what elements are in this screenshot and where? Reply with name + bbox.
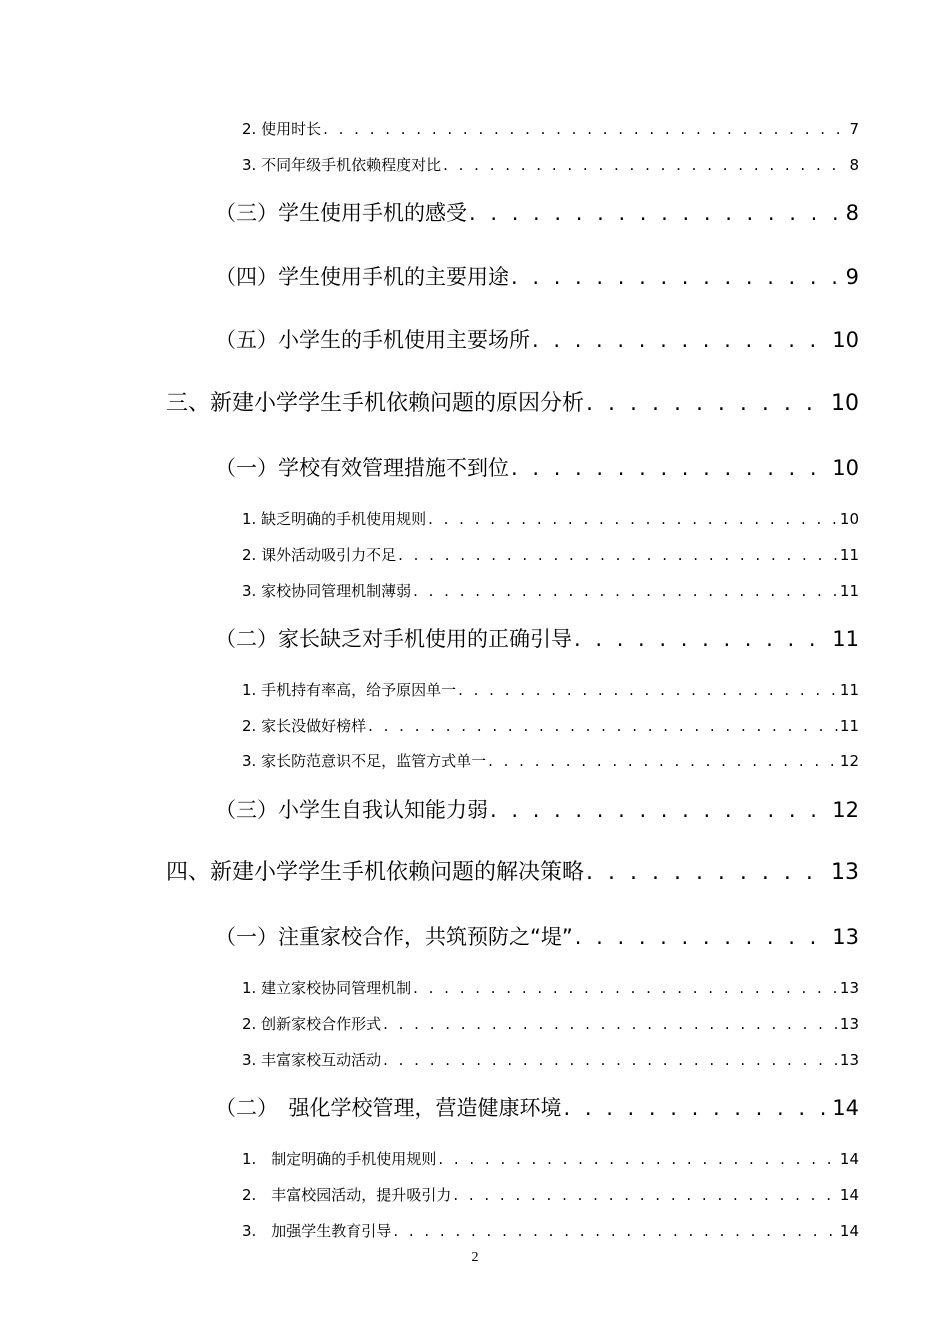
toc-entry-page: 10 xyxy=(832,328,859,352)
toc-leader-dots xyxy=(574,629,830,650)
toc-entry-page: 12 xyxy=(839,752,859,770)
toc-entry[interactable] xyxy=(242,754,859,769)
toc-entry-title: 1. 手机持有率高，给予原因单一 xyxy=(242,681,457,699)
toc-leader-dots xyxy=(413,584,838,599)
toc-entry-title: （三）学生使用手机的感受 xyxy=(215,201,467,225)
toc-leader-dots xyxy=(323,122,847,137)
toc-leader-dots xyxy=(586,862,829,884)
toc-leader-dots xyxy=(383,1017,838,1032)
toc-entry[interactable] xyxy=(215,1098,859,1119)
toc-entry-title: （二）家长缺乏对手机使用的正确引导 xyxy=(215,627,572,651)
toc-entry-title: 1. 建立家校协同管理机制 xyxy=(242,979,412,997)
toc-entry[interactable] xyxy=(242,1188,859,1203)
toc-entry-page: 14 xyxy=(832,1096,859,1120)
toc-entry[interactable] xyxy=(242,158,859,173)
toc-entry[interactable] xyxy=(215,330,859,351)
toc-entry-page: 11 xyxy=(839,582,859,600)
toc-leader-dots xyxy=(564,1098,831,1119)
toc-entry-title: （一）学校有效管理措施不到位 xyxy=(215,456,509,480)
toc-entry[interactable] xyxy=(215,629,859,650)
toc-leader-dots xyxy=(458,683,838,698)
toc-entry-title: 3. 家长防范意识不足，监管方式单一 xyxy=(242,752,487,770)
toc-leader-dots xyxy=(398,548,838,563)
toc-entry[interactable] xyxy=(242,981,859,996)
toc-entry[interactable] xyxy=(242,512,859,527)
toc-leader-dots xyxy=(383,1053,838,1068)
toc-leader-dots xyxy=(469,203,844,224)
toc-leader-dots xyxy=(393,1224,838,1239)
toc-leader-dots xyxy=(368,719,838,734)
toc-entry[interactable] xyxy=(242,122,859,137)
toc-entry-page: 10 xyxy=(832,456,859,480)
toc-entry[interactable] xyxy=(242,1224,859,1239)
toc-entry-page: 8 xyxy=(845,201,859,225)
toc-entry[interactable] xyxy=(215,458,859,479)
toc-entry[interactable] xyxy=(242,1053,859,1068)
page-number: 2 xyxy=(471,1250,479,1265)
toc-entry[interactable] xyxy=(242,1017,859,1032)
toc-entry[interactable] xyxy=(166,393,859,415)
toc-entry-page: 14 xyxy=(839,1222,859,1240)
toc-entry-title: （一）注重家校合作，共筑预防之“堤” xyxy=(215,925,573,949)
toc-leader-dots xyxy=(532,330,830,351)
toc-entry-title: 2. 课外活动吸引力不足 xyxy=(242,546,397,564)
toc-entry-page: 11 xyxy=(839,681,859,699)
toc-entry-title: （三）小学生自我认知能力弱 xyxy=(215,798,488,822)
toc-entry-page: 13 xyxy=(839,979,859,997)
toc-entry-title: 三、新建小学学生手机依赖问题的原因分析 xyxy=(166,391,585,416)
toc-entry-page: 11 xyxy=(839,717,859,735)
toc-entry[interactable] xyxy=(215,203,859,224)
toc-entry-title: 2. 丰富校园活动，提升吸引力 xyxy=(242,1186,452,1204)
toc-leader-dots xyxy=(428,512,838,527)
toc-entry[interactable] xyxy=(242,584,859,599)
toc-leader-dots xyxy=(490,800,830,821)
toc-entry-title: 1. 缺乏明确的手机使用规则 xyxy=(242,510,427,528)
toc-entry[interactable] xyxy=(215,800,859,821)
toc-entry[interactable] xyxy=(166,862,859,884)
toc-entry-title: 1. 制定明确的手机使用规则 xyxy=(242,1150,437,1168)
toc-leader-dots xyxy=(511,458,830,479)
toc-entry-page: 11 xyxy=(839,546,859,564)
toc-entry-title: 3. 家校协同管理机制薄弱 xyxy=(242,582,412,600)
toc-entry-page: 13 xyxy=(832,925,859,949)
toc-entry[interactable] xyxy=(242,719,859,734)
toc-leader-dots xyxy=(488,754,838,769)
toc-leader-dots xyxy=(453,1188,838,1203)
toc-entry-page: 7 xyxy=(849,120,859,138)
toc-entry[interactable] xyxy=(215,267,859,288)
toc-entry-page: 13 xyxy=(839,1051,859,1069)
toc-entry-page: 8 xyxy=(849,156,859,174)
toc-leader-dots xyxy=(443,158,847,173)
toc-entry-page: 10 xyxy=(839,510,859,528)
toc-leader-dots xyxy=(586,393,829,415)
toc-entry[interactable] xyxy=(242,683,859,698)
toc-leader-dots xyxy=(413,981,838,996)
toc-leader-dots xyxy=(575,927,831,948)
toc-entry-page: 10 xyxy=(831,391,859,416)
toc-leader-dots xyxy=(438,1152,838,1167)
toc-entry-title: （五）小学生的手机使用主要场所 xyxy=(215,328,530,352)
toc-entry-title: 2. 家长没做好榜样 xyxy=(242,717,367,735)
toc-entry-page: 9 xyxy=(845,265,859,289)
toc-entry-title: 3. 不同年级手机依赖程度对比 xyxy=(242,156,442,174)
toc-entry-page: 13 xyxy=(839,1015,859,1033)
toc-entry-title: 2. 使用时长 xyxy=(242,120,322,138)
toc-entry-page: 13 xyxy=(831,860,859,885)
toc-entry[interactable] xyxy=(242,548,859,563)
toc-entry-title: （二） 强化学校管理，营造健康环境 xyxy=(215,1096,562,1120)
toc-entry-page: 14 xyxy=(839,1186,859,1204)
toc-entry-page: 14 xyxy=(839,1150,859,1168)
toc-entry-title: 3. 加强学生教育引导 xyxy=(242,1222,392,1240)
toc-entry-title: 四、新建小学学生手机依赖问题的解决策略 xyxy=(166,860,585,885)
toc-entry-page: 11 xyxy=(832,627,859,651)
toc-entry-title: （四）学生使用手机的主要用途 xyxy=(215,265,509,289)
toc-entry[interactable] xyxy=(215,927,859,948)
toc-leader-dots xyxy=(511,267,844,288)
toc-entry-title: 3. 丰富家校互动活动 xyxy=(242,1051,382,1069)
toc-entry-title: 2. 创新家校合作形式 xyxy=(242,1015,382,1033)
toc-entry[interactable] xyxy=(242,1152,859,1167)
toc-entry-page: 12 xyxy=(832,798,859,822)
